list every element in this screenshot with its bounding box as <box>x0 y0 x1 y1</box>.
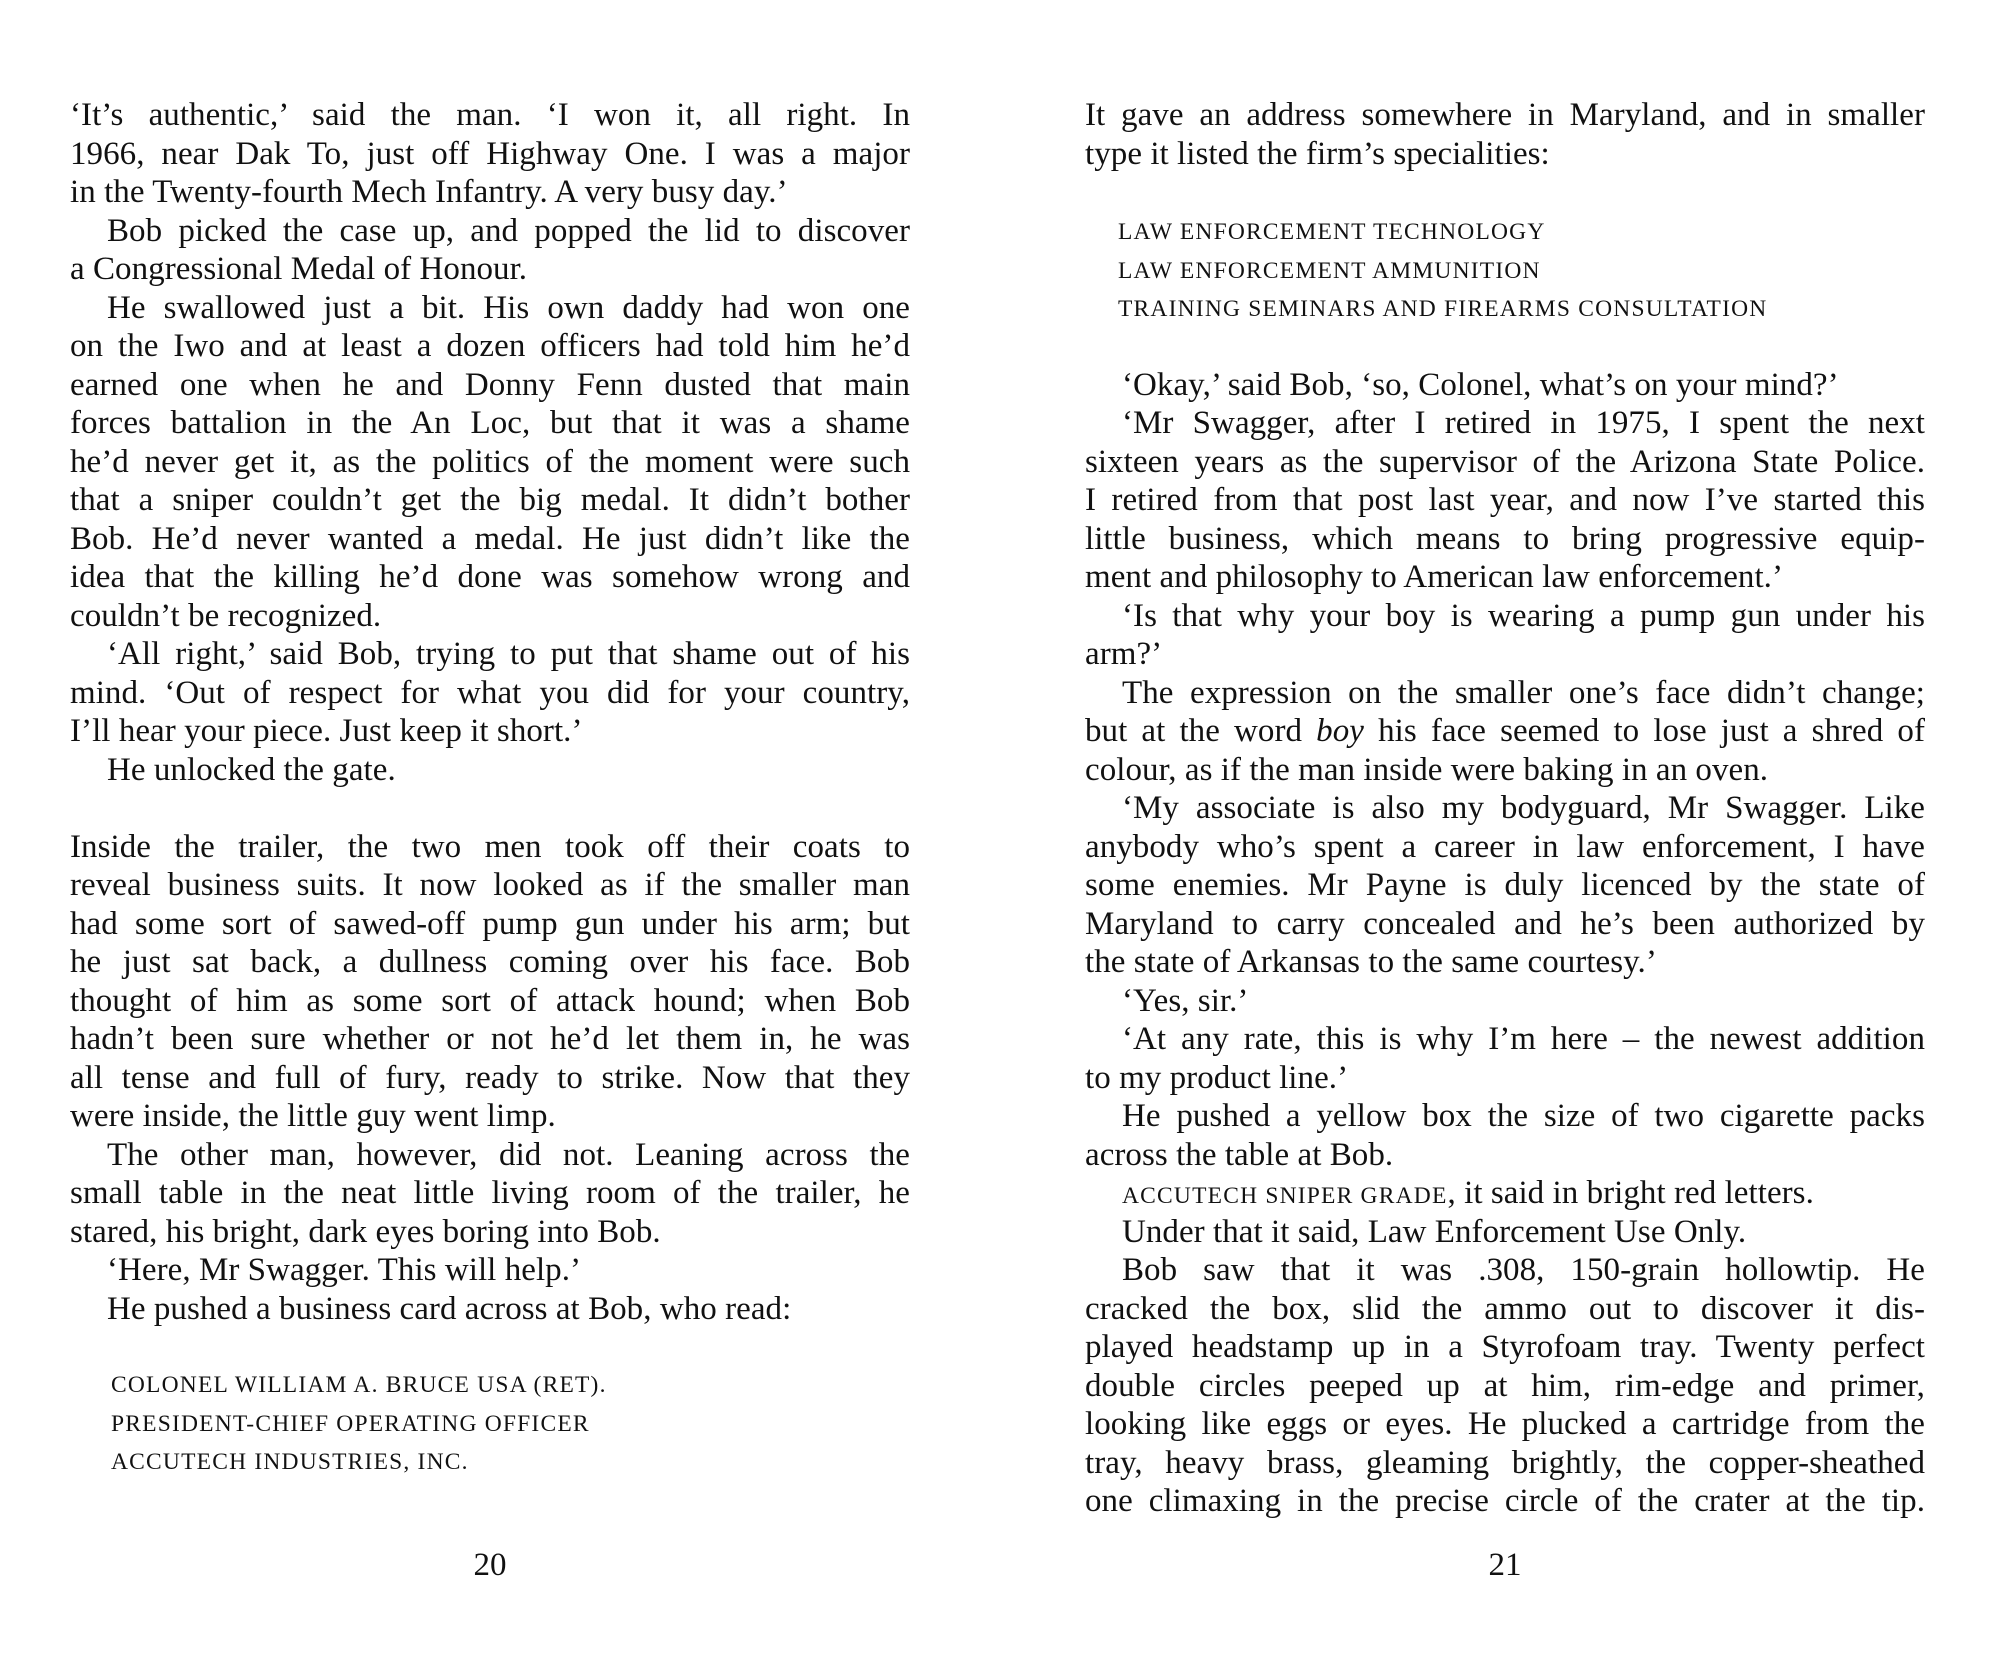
business-card-line: COLONEL WILLIAM A. BRUCE USA (RET). <box>111 1372 607 1398</box>
text-line: He swallowed just a bit. His own daddy had won one <box>107 289 910 326</box>
text-line: a Congressional Medal of Honour. <box>70 251 528 287</box>
text-line: little business, which means to bring progressive equip- <box>1085 520 1925 557</box>
text-segment: his face seemed to lose just a shred of <box>1363 713 1926 749</box>
text-line: he just sat back, a dullness coming over his face. Bob <box>70 944 910 980</box>
text-line: ‘It’s authentic,’ said the man. ‘I won it, all right. In <box>70 97 910 133</box>
text-line: thought of him as some sort of attack hound; when Bob <box>70 982 910 1019</box>
text-line: the state of Arkansas to the same courtesy.’ <box>1085 944 1657 980</box>
text-line: cracked the box, slid the ammo out to discover it dis- <box>1085 1290 1925 1327</box>
text-line: were inside, the little guy went limp. <box>70 1098 556 1134</box>
text-line: type it listed the firm’s specialities: <box>1085 135 1550 172</box>
product-name: ACCUTECH SNIPER GRADE <box>1122 1183 1448 1209</box>
text-line: ‘Is that why your boy is wearing a pump gun under his <box>1122 597 1925 634</box>
speciality-line: LAW ENFORCEMENT TECHNOLOGY <box>1118 219 1546 245</box>
text-line: mind. ‘Out of respect for what you did for your country, <box>70 674 910 711</box>
text-line: anybody who’s spent a career in law enforcement, I have <box>1085 828 1925 865</box>
text-line: ‘At any rate, this is why I’m here – the newest addition <box>1122 1021 1925 1057</box>
text-line: Under that it said, Law Enforcement Use Only. <box>1122 1213 1747 1250</box>
text-line: He unlocked the gate. <box>107 751 396 788</box>
text-line: colour, as if the man inside were baking in an oven. <box>1085 751 1769 788</box>
text-line: small table in the neat little living room of the trailer, he <box>70 1175 910 1211</box>
text-line: all tense and full of fury, ready to strike. Now that they <box>70 1059 910 1096</box>
text-line: earned one when he and Donny Fenn dusted that main <box>70 366 910 403</box>
business-card-line: ACCUTECH INDUSTRIES, INC. <box>111 1449 469 1475</box>
text-line: looking like eggs or eyes. He plucked a cartridge from the <box>1085 1406 1925 1442</box>
text-line: stared, his bright, dark eyes boring into Bob. <box>70 1213 661 1250</box>
text-line: tray, heavy brass, gleaming brightly, the copper-sheathed <box>1085 1444 1925 1481</box>
text-line: ment and philosophy to American law enforcement.’ <box>1085 559 1783 595</box>
text-line: 1966, near Dak To, just off Highway One. I was a major <box>70 135 910 172</box>
text-line: Bob. He’d never wanted a medal. He just didn’t like the <box>70 520 910 557</box>
text-line: sixteen years as the supervisor of the Arizona State Police. <box>1085 443 1925 480</box>
text-line: reveal business suits. It now looked as if the smaller man <box>70 867 910 903</box>
text-line: Maryland to carry concealed and he’s been authorized by <box>1085 905 1925 942</box>
text-line: ‘Mr Swagger, after I retired in 1975, I spent the next <box>1122 405 1925 441</box>
text-line: ‘Yes, sir.’ <box>1122 982 1249 1019</box>
text-line: He pushed a business card across at Bob, who read: <box>107 1290 792 1327</box>
text-line: forces battalion in the An Loc, but that it was a shame <box>70 405 910 441</box>
text-line: ‘My associate is also my bodyguard, Mr Swagger. Like <box>1122 790 1925 826</box>
text-line: arm?’ <box>1085 636 1163 672</box>
text-line: one climaxing in the precise circle of the crater at the tip. <box>1085 1483 1925 1519</box>
text-line: He pushed a yellow box the size of two cigarette packs <box>1122 1098 1925 1134</box>
text-line: that a sniper couldn’t get the big medal. It didn’t bother <box>70 482 910 518</box>
text-line: The expression on the smaller one’s face didn’t change; <box>1122 674 1925 711</box>
text-line: on the Iwo and at least a dozen officers had told him he’d <box>70 328 910 364</box>
left-page <box>70 96 910 1596</box>
text-line: double circles peeped up at him, rim-edge and primer, <box>1085 1367 1925 1404</box>
text-line: Bob picked the case up, and popped the lid to discover <box>107 212 910 249</box>
page-number-left: 20 <box>473 1547 507 1583</box>
speciality-line: LAW ENFORCEMENT AMMUNITION <box>1118 257 1541 284</box>
text-line: The other man, however, did not. Leaning across the <box>107 1136 910 1173</box>
text-line-smallcaps <box>1085 1174 1925 1213</box>
text-line: I retired from that post last year, and now I’ve started this <box>1085 482 1925 518</box>
text-line: ‘Okay,’ said Bob, ‘so, Colonel, what’s on your mind?’ <box>1122 366 1839 403</box>
text-segment: but at the word <box>1085 713 1317 749</box>
right-page <box>1085 96 1925 1596</box>
text-line: I’ll hear your piece. Just keep it short.’ <box>70 713 583 749</box>
text-line: some enemies. Mr Payne is duly licenced by the state of <box>1085 867 1925 903</box>
text-line: across the table at Bob. <box>1085 1136 1394 1173</box>
text-line-italic <box>1085 712 1925 751</box>
text-line: hadn’t been sure whether or not he’d let them in, he was <box>70 1021 910 1057</box>
text-line: played headstamp up in a Styrofoam tray. Twenty perfect <box>1085 1329 1925 1365</box>
speciality-line: TRAINING SEMINARS AND FIREARMS CONSULTATION <box>1118 296 1768 322</box>
business-card-line: PRESIDENT-CHIEF OPERATING OFFICER <box>111 1410 590 1437</box>
page-number-right: 21 <box>1488 1547 1522 1583</box>
text-line: had some sort of sawed-off pump gun under his arm; but <box>70 905 910 942</box>
text-line: couldn’t be recognized. <box>70 597 382 634</box>
text-line: Bob saw that it was .308, 150-grain hollowtip. He <box>1122 1252 1925 1288</box>
italic-word: boy <box>1316 713 1364 749</box>
text-segment: , it said in bright red letters. <box>1447 1175 1814 1211</box>
text-line: ‘All right,’ said Bob, trying to put that shame out of his <box>107 636 910 672</box>
text-line: Inside the trailer, the two men took off their coats to <box>70 828 910 865</box>
text-line: idea that the killing he’d done was somehow wrong and <box>70 559 910 595</box>
text-line: to my product line.’ <box>1085 1059 1349 1096</box>
text-line: ‘Here, Mr Swagger. This will help.’ <box>107 1252 582 1288</box>
text-line: he’d never get it, as the politics of the moment were such <box>70 443 910 480</box>
text-line: in the Twenty-fourth Mech Infantry. A very busy day.’ <box>70 174 788 210</box>
text-line: It gave an address somewhere in Maryland, and in smaller <box>1085 97 1925 133</box>
